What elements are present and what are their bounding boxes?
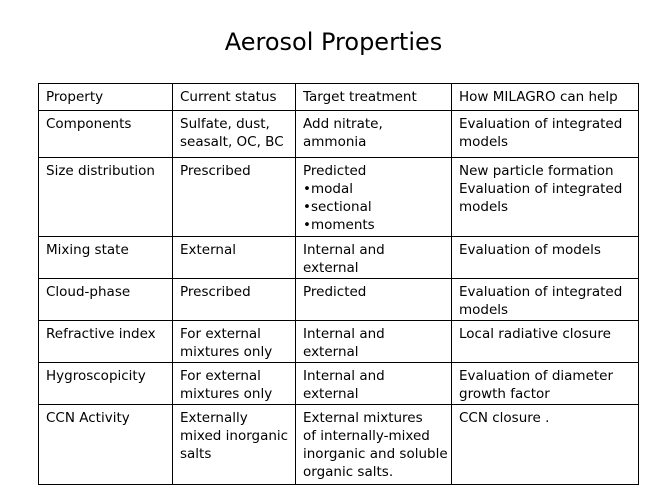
column-header-current-status: Current status [173, 84, 296, 111]
cell-target-treatment: External mixtures of internally-mixed inorganic and soluble organic salts. [296, 405, 452, 485]
aerosol-properties-table [38, 83, 639, 485]
cell-property: Refractive index [39, 321, 173, 363]
cell-milagro-help: Local radiative closure [452, 321, 639, 363]
cell-current-status: Externally mixed inorganic salts [173, 405, 296, 485]
cell-property: Components [39, 111, 173, 158]
cell-target-treatment: Internal and external [296, 363, 452, 405]
cell-current-status: For external mixtures only [173, 321, 296, 363]
cell-target-treatment: Predicted •modal •sectional •moments [296, 158, 452, 237]
cell-current-status: Sulfate, dust, seasalt, OC, BC [173, 111, 296, 158]
cell-target-treatment: Internal and external [296, 237, 452, 279]
cell-current-status: Prescribed [173, 279, 296, 321]
cell-current-status: External [173, 237, 296, 279]
table-row-refractive-index [39, 321, 639, 363]
column-header-milagro-help: How MILAGRO can help [452, 84, 639, 111]
table-row-size-distribution [39, 158, 639, 237]
table-row-components [39, 111, 639, 158]
cell-target-treatment: Predicted [296, 279, 452, 321]
cell-milagro-help: Evaluation of diameter growth factor [452, 363, 639, 405]
slide-title: Aerosol Properties [224, 28, 443, 56]
table-row-ccn-activity [39, 405, 639, 485]
cell-current-status: For external mixtures only [173, 363, 296, 405]
column-header-target-treatment: Target treatment [296, 84, 452, 111]
cell-milagro-help: CCN closure . [452, 405, 639, 485]
cell-milagro-help: Evaluation of models [452, 237, 639, 279]
cell-property: CCN Activity [39, 405, 173, 485]
cell-target-treatment: Internal and external [296, 321, 452, 363]
cell-property: Cloud-phase [39, 279, 173, 321]
table-row-hygroscopicity [39, 363, 639, 405]
cell-milagro-help: New particle formation Evaluation of integrated models [452, 158, 639, 237]
cell-property: Hygroscopicity [39, 363, 173, 405]
cell-property: Mixing state [39, 237, 173, 279]
cell-current-status: Prescribed [173, 158, 296, 237]
cell-target-treatment: Add nitrate, ammonia [296, 111, 452, 158]
cell-milagro-help: Evaluation of integrated models [452, 111, 639, 158]
cell-milagro-help: Evaluation of integrated models [452, 279, 639, 321]
cell-property: Size distribution [39, 158, 173, 237]
table-header-row [39, 84, 639, 111]
table-row-mixing-state [39, 237, 639, 279]
column-header-property: Property [39, 84, 173, 111]
table-row-cloud-phase [39, 279, 639, 321]
